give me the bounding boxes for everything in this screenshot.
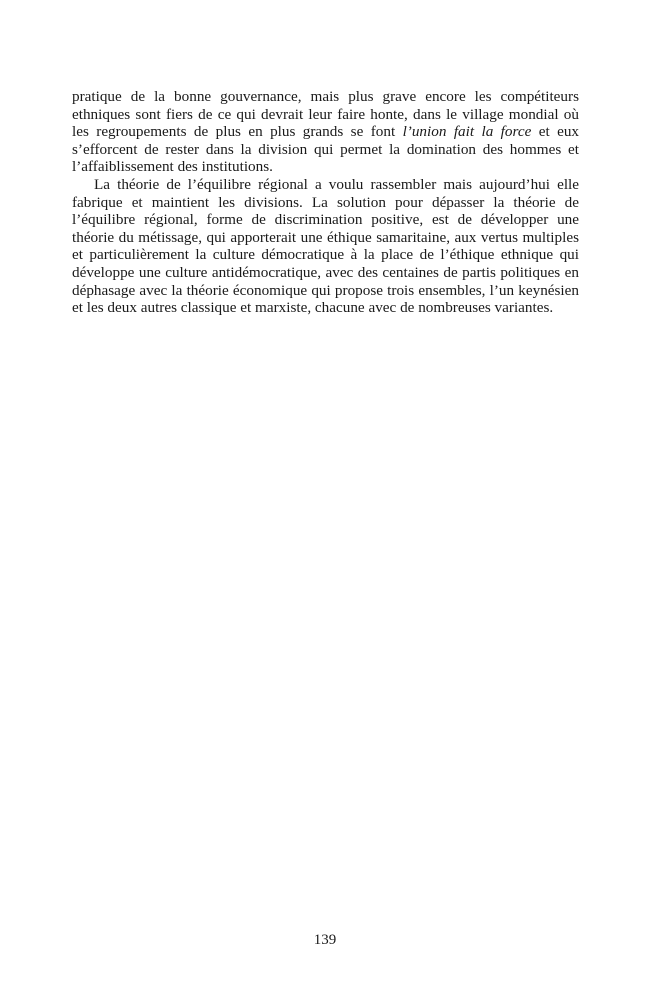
page-number: 139 [313, 932, 337, 948]
italic-quote: l’union fait la force [402, 123, 532, 141]
paragraph-equilibre-regional: La théorie de l’équilibre régional a voulu rassembler mais aujourd’hui elle fabrique et maintient les divisions. La solution pour dépasser la théorie de l’équilibre régional, forme de discrimination positive, est de développer une théorie du métissage, qui apporterait une éthique samaritaine, aux vertus multiples et particulièrement la culture démocratique à la place de l’éthique ethnique qui développe une culture antidémocratique, avec des centaines de partis politiques en déphasage avec la théorie économique qui propose trois ensembles, l’un keynésien et les deux autres classique et marxiste, chacune avec de nombreuses variantes. [72, 175, 579, 317]
paragraph-1-text-start: pratique de la bonne gouvernance, mais plus grave encore les compétiteurs ethniques sont fiers de ce qui devrait leur faire honte, dans le village mondial où les regroupements de plus en plus grands se font [72, 88, 579, 141]
paragraph-1-text-end: et eux s’efforcent de rester dans la division qui permet la domination des hommes et l’affaiblissement des institutions. [72, 123, 580, 176]
body-text [72, 88, 579, 317]
paragraph-continued [72, 88, 579, 176]
